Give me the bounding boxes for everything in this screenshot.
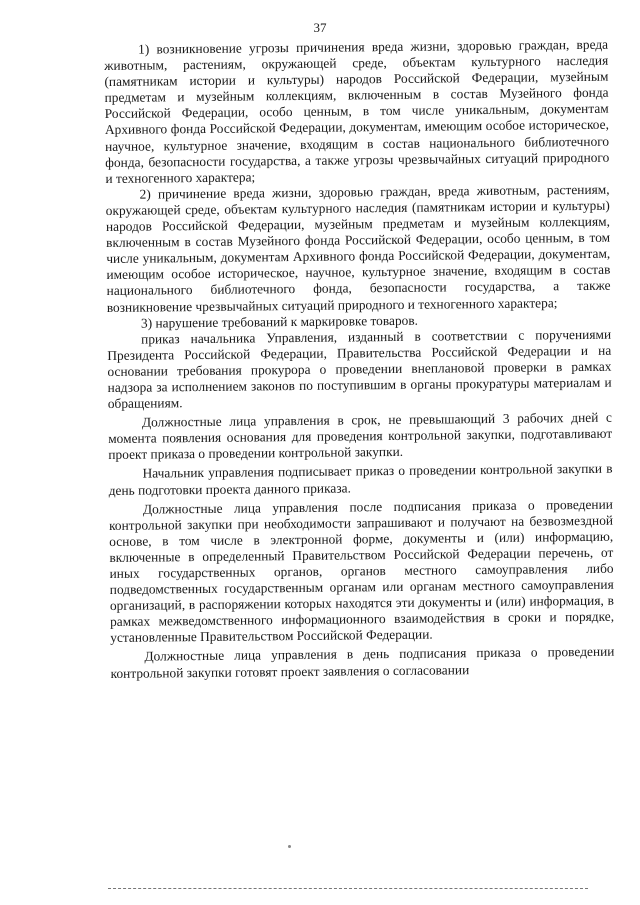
paragraph-order-basis: приказ начальника Управления, изданный в соответствии с поручениями Президента Российской Федерации, Правительства Российской Федерации и на основании требования прокурора о проведении внеплановой проверки в рамках надзора за исполнением законов по поступившим в органы прокуратуры материалам и обращениям.	[107, 326, 612, 412]
page-number: 37	[313, 20, 327, 35]
footer-divider	[108, 888, 588, 889]
paragraph-deadline: Должностные лица управления в срок, не превышающий 3 рабочих дней с момента появления основания для проведения контрольной закупки, подготавливают проект приказа о проведении контрольной закупки.	[108, 409, 613, 463]
paragraph-item-2: 2) причинение вреда жизни, здоровью граждан, вреда животным, растениям, окружающей среде, объектам культурного наследия (памятникам истории и культуры) народов Российской Федерации, музейным предметам и музейным коллекциям, включенным в состав Музейного фонда Российской Федерации, особо ценным, в том числе уникальным, документам Архивного фонда Российской Федерации, документам, имеющим особое историческое, научное, культурное значение, входящим в состав национального библиотечного фонда, безопасности государства, а также возникновение чрезвычайных ситуаций природного и техногенного характера;	[105, 181, 611, 315]
paragraph-item-1: 1) возникновение угрозы причинения вреда жизни, здоровью граждан, вреда животным, растениям, окружающей среде, объектам культурного наследия (памятникам истории и культуры) народов Российской Федерации, музейным предметам и музейным коллекциям, включенным в состав Музейного фонда Российской Федерации, особо ценным, в том числе уникальным, документам Архивного фонда Российской Федерации, документам, имеющим особое историческое, научное, культурное значение, входящим в состав национального библиотечного фонда, безопасности государства, а также угрозы чрезвычайных ситуаций природного и техногенного характера;	[104, 36, 610, 186]
paragraph-application: Должностные лица управления в день подписания приказа о проведении контрольной закупки готовят проект заявления о согласовании	[110, 644, 615, 681]
paragraph-item-3: 3) нарушение требований к маркировке товаров.	[140, 312, 419, 331]
paragraph-signing: Начальник управления подписывает приказ о проведении контрольной закупки в день подготовки проекта данного приказа.	[108, 461, 613, 498]
document-body	[104, 37, 615, 682]
scan-speck	[288, 845, 291, 848]
paragraph-requests: Должностные лица управления после подписания приказа о проведении контрольной закупки при необходимости запрашивают и получают на безвозмездной основе, в том числе в электронной форме, документы и (или) информацию, включенные в определенный Правительством Российской Федерации перечень, от иных государственных органов, органов местного самоуправления либо подведомственных государственным органам или органам местного самоуправления организаций, в распоряжении которых находятся эти документы и (или) информация, в рамках межведомственного информационного взаимодействия в сроки и порядке, установленные Правительством Российской Федерации.	[108, 496, 615, 646]
